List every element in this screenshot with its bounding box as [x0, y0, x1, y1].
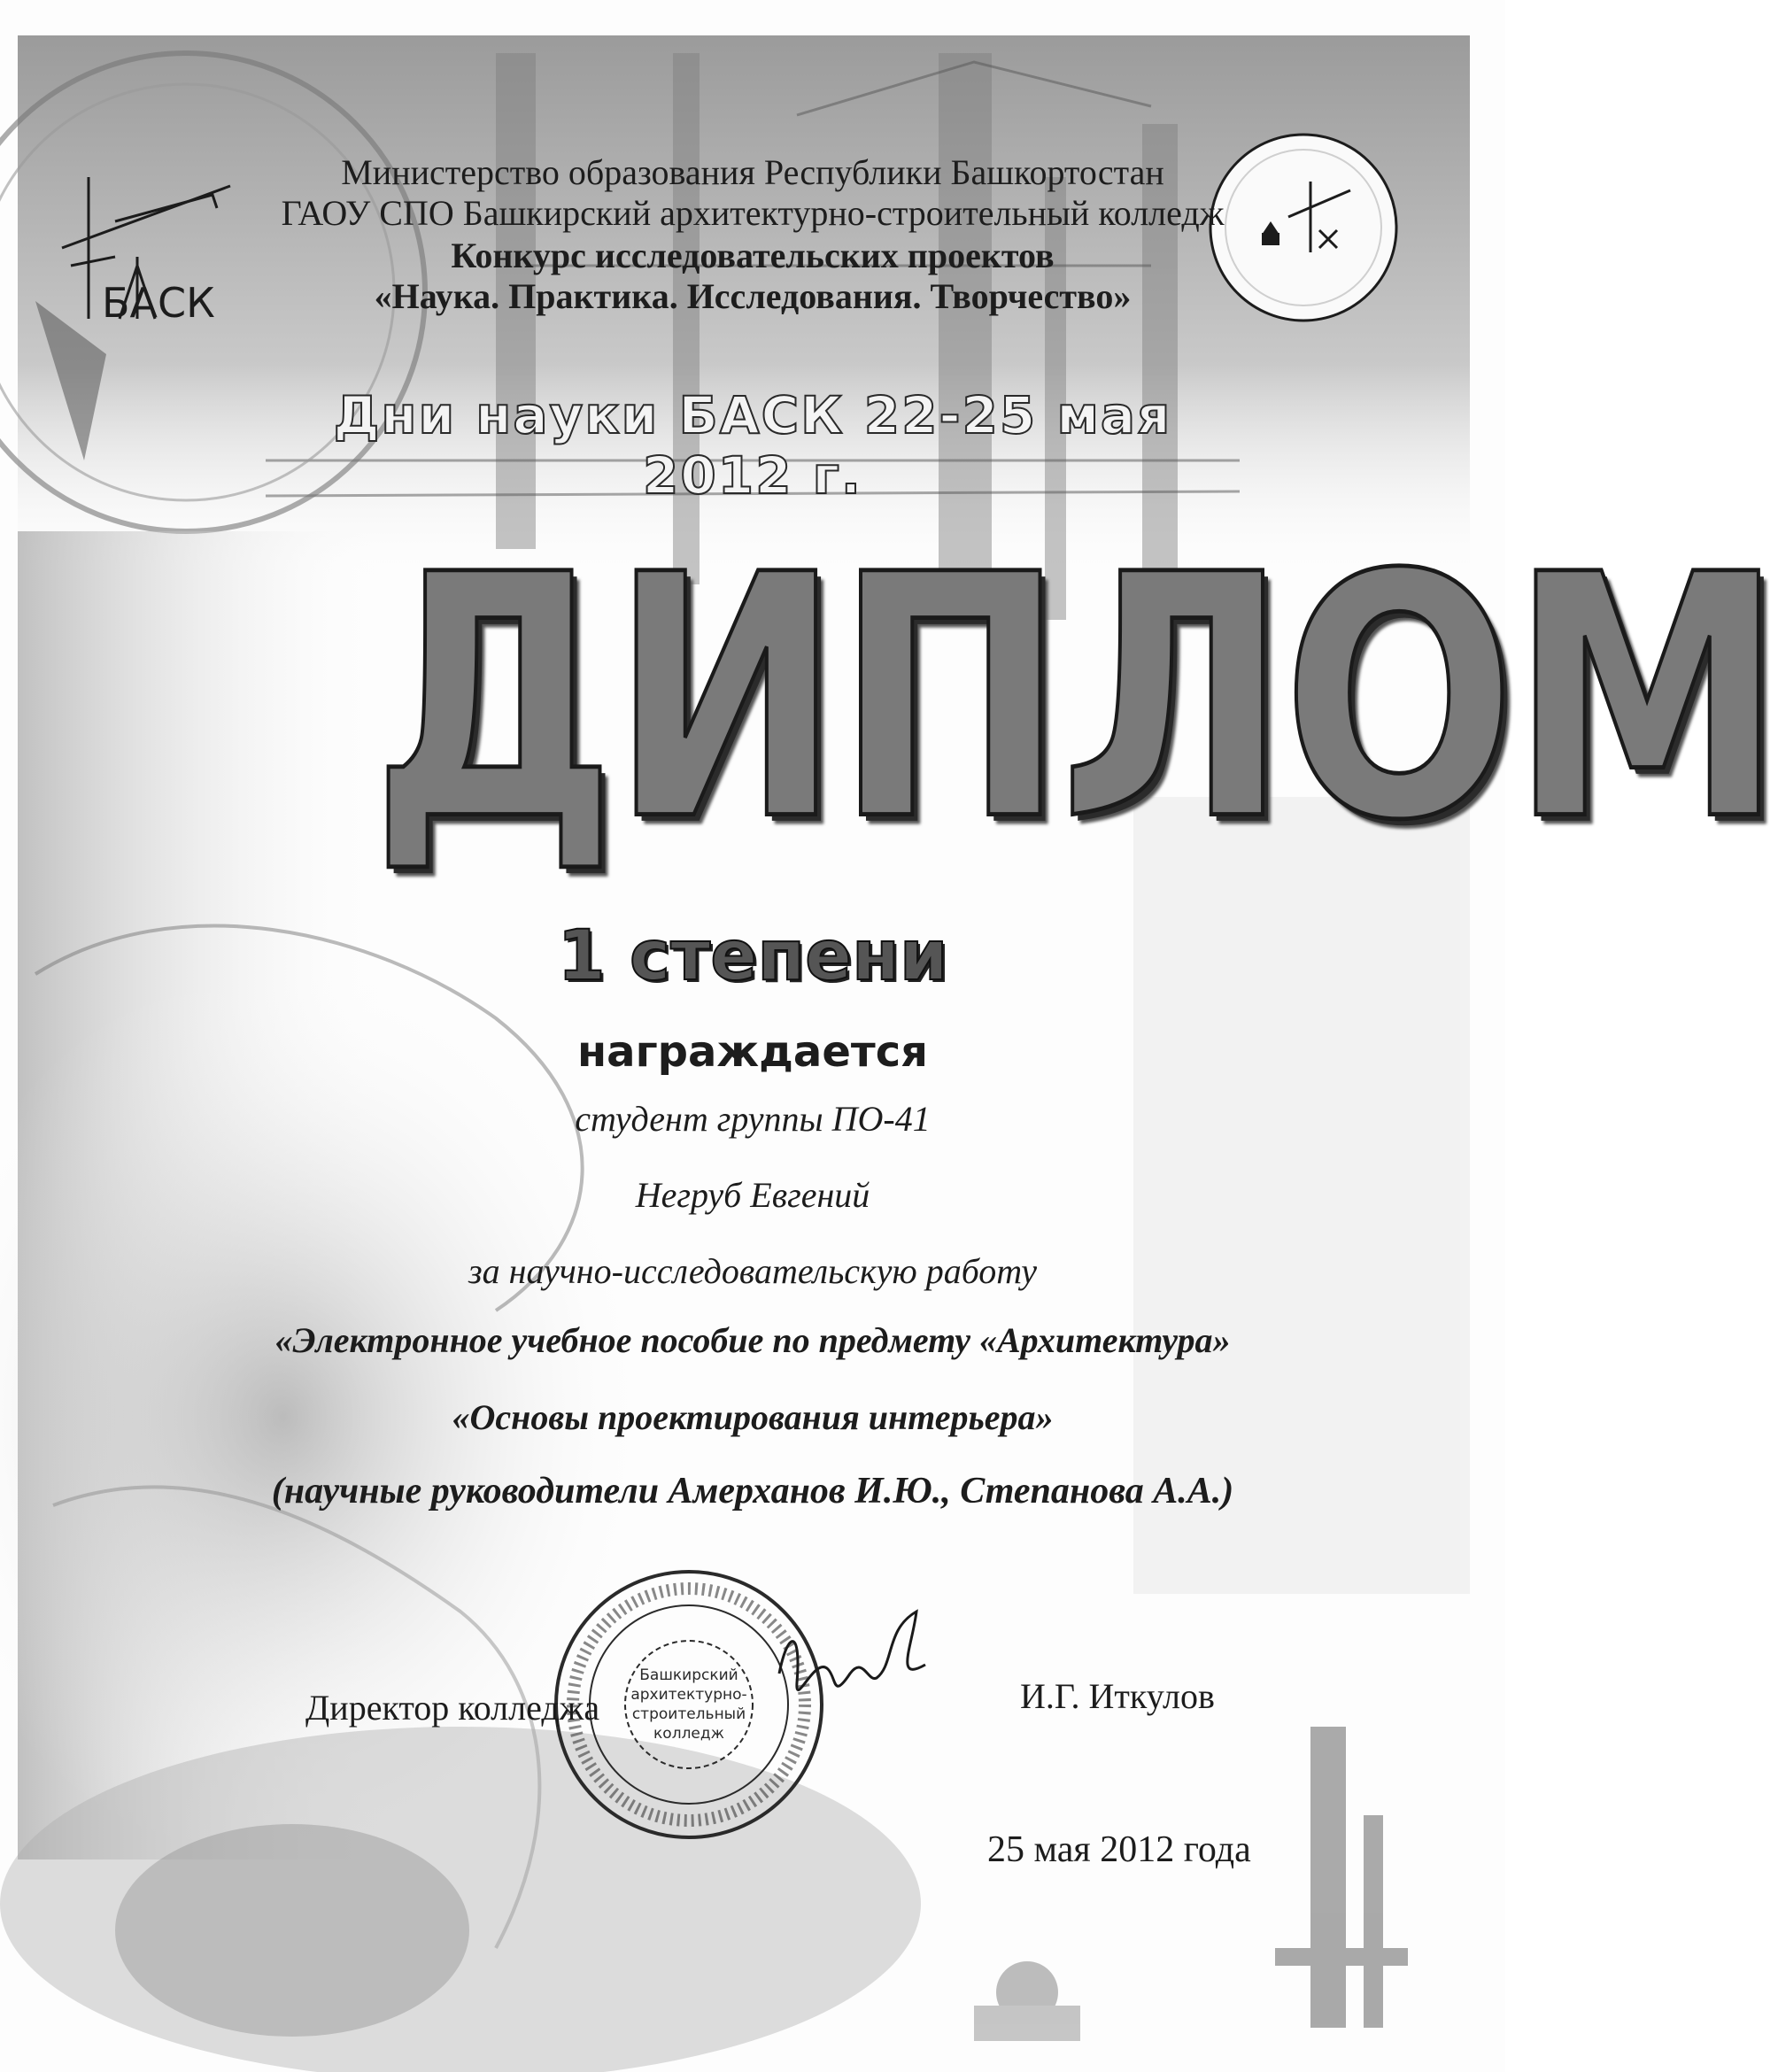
contest-line: Конкурс исследовательских проектов: [451, 236, 1055, 275]
issue-date: 25 мая 2012 года: [987, 1829, 1251, 1870]
contest-name-line: «Наука. Практика. Исследования. Творчество»: [374, 276, 1132, 316]
student-name: Негруб Евгений: [635, 1175, 870, 1215]
director-name: И.Г. Иткулов: [1020, 1676, 1215, 1716]
event-line: Дни науки БАСК 22-25 мая 2012 г.: [333, 385, 1172, 506]
stamp-text-1: Башкирский: [639, 1666, 738, 1684]
degree-label: 1 степени: [557, 916, 948, 996]
stamp-text-3: строительный: [631, 1705, 746, 1723]
work-title-2: «Основы проектирования интерьера»: [452, 1397, 1054, 1437]
supervisors-line: (научные руководители Амерханов И.Ю., Степанова А.А.): [271, 1471, 1234, 1511]
for-work-label: за научно-исследовательскую работу: [468, 1251, 1037, 1291]
stamp-text-2: архитектурно-: [630, 1686, 747, 1704]
ministry-line: Министерство образования Республики Башкортостан: [341, 152, 1164, 192]
diploma-title: ДИПЛОМ: [372, 504, 1778, 894]
awarded-label: награждается: [577, 1027, 928, 1077]
logo-text: БАСК: [102, 279, 215, 327]
director-role: Директор колледжа: [305, 1688, 600, 1728]
student-group: студент группы ПО-41: [575, 1099, 931, 1139]
director-signature: [761, 1594, 939, 1718]
work-title-1: «Электронное учебное пособие по предмету «Архитектура»: [274, 1320, 1231, 1360]
college-line: ГАОУ СПО Башкирский архитектурно-строительный колледж: [281, 193, 1225, 233]
stamp-text-4: колледж: [653, 1725, 724, 1743]
